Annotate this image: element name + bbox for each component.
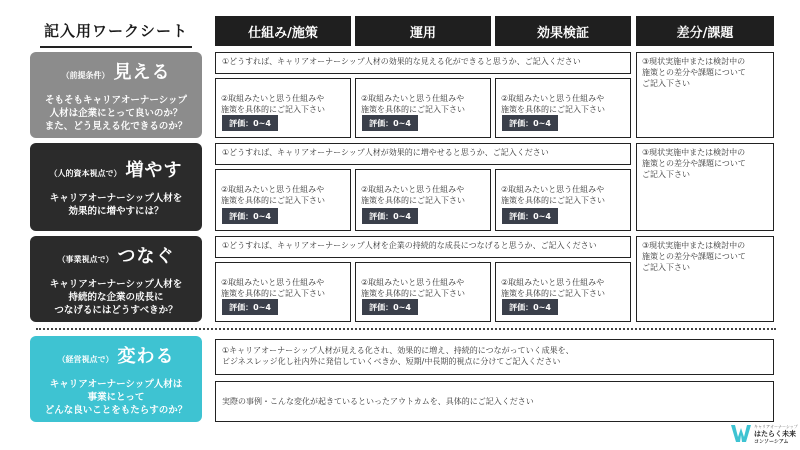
input-cell-mechanism[interactable] (215, 262, 351, 322)
category-heading: 増やす (125, 160, 183, 181)
cell-instruction: ②取組みたいと思う仕組みや 施策を具体的にご記入下さい (361, 94, 465, 114)
management-question-box[interactable] (215, 339, 774, 375)
category-panel-kawaru (30, 336, 202, 422)
category-prefix: （前提条件） (61, 70, 110, 80)
category-description: そもそもキャリアオーナーシップ 人材は企業にとって良いのか？ また、どう見える化できるのか？ (44, 94, 188, 132)
diff-box-tsunagu[interactable]: ③現状実施中または検討中の 施策との差分や課題について ご記入下さい (636, 236, 774, 322)
rating-badge: 評価：0~4 (502, 299, 558, 315)
input-cell-mechanism[interactable] (215, 78, 351, 138)
diff-box-fuyasu[interactable]: ③現状実施中または検討中の 施策との差分や課題について ご記入下さい (636, 143, 774, 231)
diff-box-mieru[interactable]: ③現状実施中または検討中の 施策との差分や課題について ご記入下さい (636, 52, 774, 138)
column-header-mechanism: 仕組み/施策 (215, 16, 351, 46)
input-cell-effect[interactable] (495, 262, 631, 322)
w-logo-icon (730, 422, 752, 444)
category-heading: つなぐ (117, 245, 175, 267)
category-heading: 変わる (117, 345, 175, 367)
worksheet-title: 記入用ワークシート (40, 14, 192, 48)
rating-badge: 評価：0~4 (502, 115, 558, 131)
rating-badge: 評価：0~4 (362, 208, 418, 224)
section-divider (36, 328, 776, 330)
category-description: キャリアオーナーシップ人材を 持続的な企業の成長に つなげるにはどうすべきか？ (49, 278, 183, 316)
category-prefix: （事業視点で） (57, 254, 114, 264)
category-prefix: （人的資本視点で） (49, 169, 122, 178)
cell-instruction: ②取組みたいと思う仕組みや 施策を具体的にご記入下さい (361, 185, 465, 205)
logo-sub: コンソーシアム (754, 439, 789, 445)
logo-name: はたらく未来 (754, 430, 796, 438)
cell-instruction: ②取組みたいと思う仕組みや 施策を具体的にご記入下さい (501, 278, 605, 298)
input-cell-operation[interactable] (355, 78, 491, 138)
question-box[interactable]: ①どうすれば、キャリアオーナーシップ人材の効果的な見える化ができると思うか、ご記入ください (215, 52, 631, 74)
question-box[interactable]: ①どうすれば、キャリアオーナーシップ人材を企業の持続的な成長につなげると思うか、ご記入ください (215, 236, 631, 258)
input-cell-operation[interactable] (355, 262, 491, 322)
rating-badge: 評価：0~4 (222, 299, 278, 315)
rating-badge: 評価：0~4 (362, 299, 418, 315)
category-panel-fuyasu (30, 143, 202, 231)
input-cell-effect[interactable] (495, 169, 631, 231)
question-line-2: ビジネスレッジ化し社内外に発信していくべきか、短期/中長期的視点に分けてご記入ください (222, 357, 561, 366)
category-description: キャリアオーナーシップ人材は 事業にとって どんな良いことをもたらすのか？ (44, 378, 188, 416)
cell-instruction: ②取組みたいと思う仕組みや 施策を具体的にご記入下さい (221, 185, 325, 205)
category-prefix: （経営視点で） (57, 354, 114, 364)
cell-instruction: ②取組みたいと思う仕組みや 施策を具体的にご記入下さい (501, 185, 605, 205)
consortium-logo (730, 420, 800, 448)
column-header-operation: 運用 (355, 16, 491, 46)
category-panel-tsunagu (30, 236, 202, 322)
outcome-box[interactable]: 実際の事例・こんな変化が起きているといったアウトカムを、具体的にご記入ください (215, 381, 774, 422)
column-header-effect-verification: 効果検証 (495, 16, 631, 46)
input-cell-operation[interactable] (355, 169, 491, 231)
category-heading: 見える (113, 61, 171, 83)
cell-instruction: ②取組みたいと思う仕組みや 施策を具体的にご記入下さい (361, 278, 465, 298)
input-cell-mechanism[interactable] (215, 169, 351, 231)
rating-badge: 評価：0~4 (362, 115, 418, 131)
cell-instruction: ②取組みたいと思う仕組みや 施策を具体的にご記入下さい (221, 94, 325, 114)
cell-instruction: ②取組みたいと思う仕組みや 施策を具体的にご記入下さい (501, 94, 605, 114)
rating-badge: 評価：0~4 (222, 208, 278, 224)
question-line-1: ①キャリアオーナーシップ人材が見える化され、効果的に増え、持続的につながっていく成果を、 (222, 346, 574, 355)
category-panel-mieru (30, 52, 202, 138)
rating-badge: 評価：0~4 (502, 208, 558, 224)
column-header-difference-issues: 差分/課題 (636, 16, 774, 46)
category-description: キャリアオーナーシップ人材を 効果的に増やすには？ (49, 193, 183, 217)
logo-small-text: キャリアオーナーシップ (754, 424, 798, 429)
cell-instruction: ②取組みたいと思う仕組みや 施策を具体的にご記入下さい (221, 278, 325, 298)
question-box[interactable]: ①どうすれば、キャリアオーナーシップ人材が効果的に増やせると思うか、ご記入ください (215, 143, 631, 165)
input-cell-effect[interactable] (495, 78, 631, 138)
rating-badge: 評価：0~4 (222, 115, 278, 131)
